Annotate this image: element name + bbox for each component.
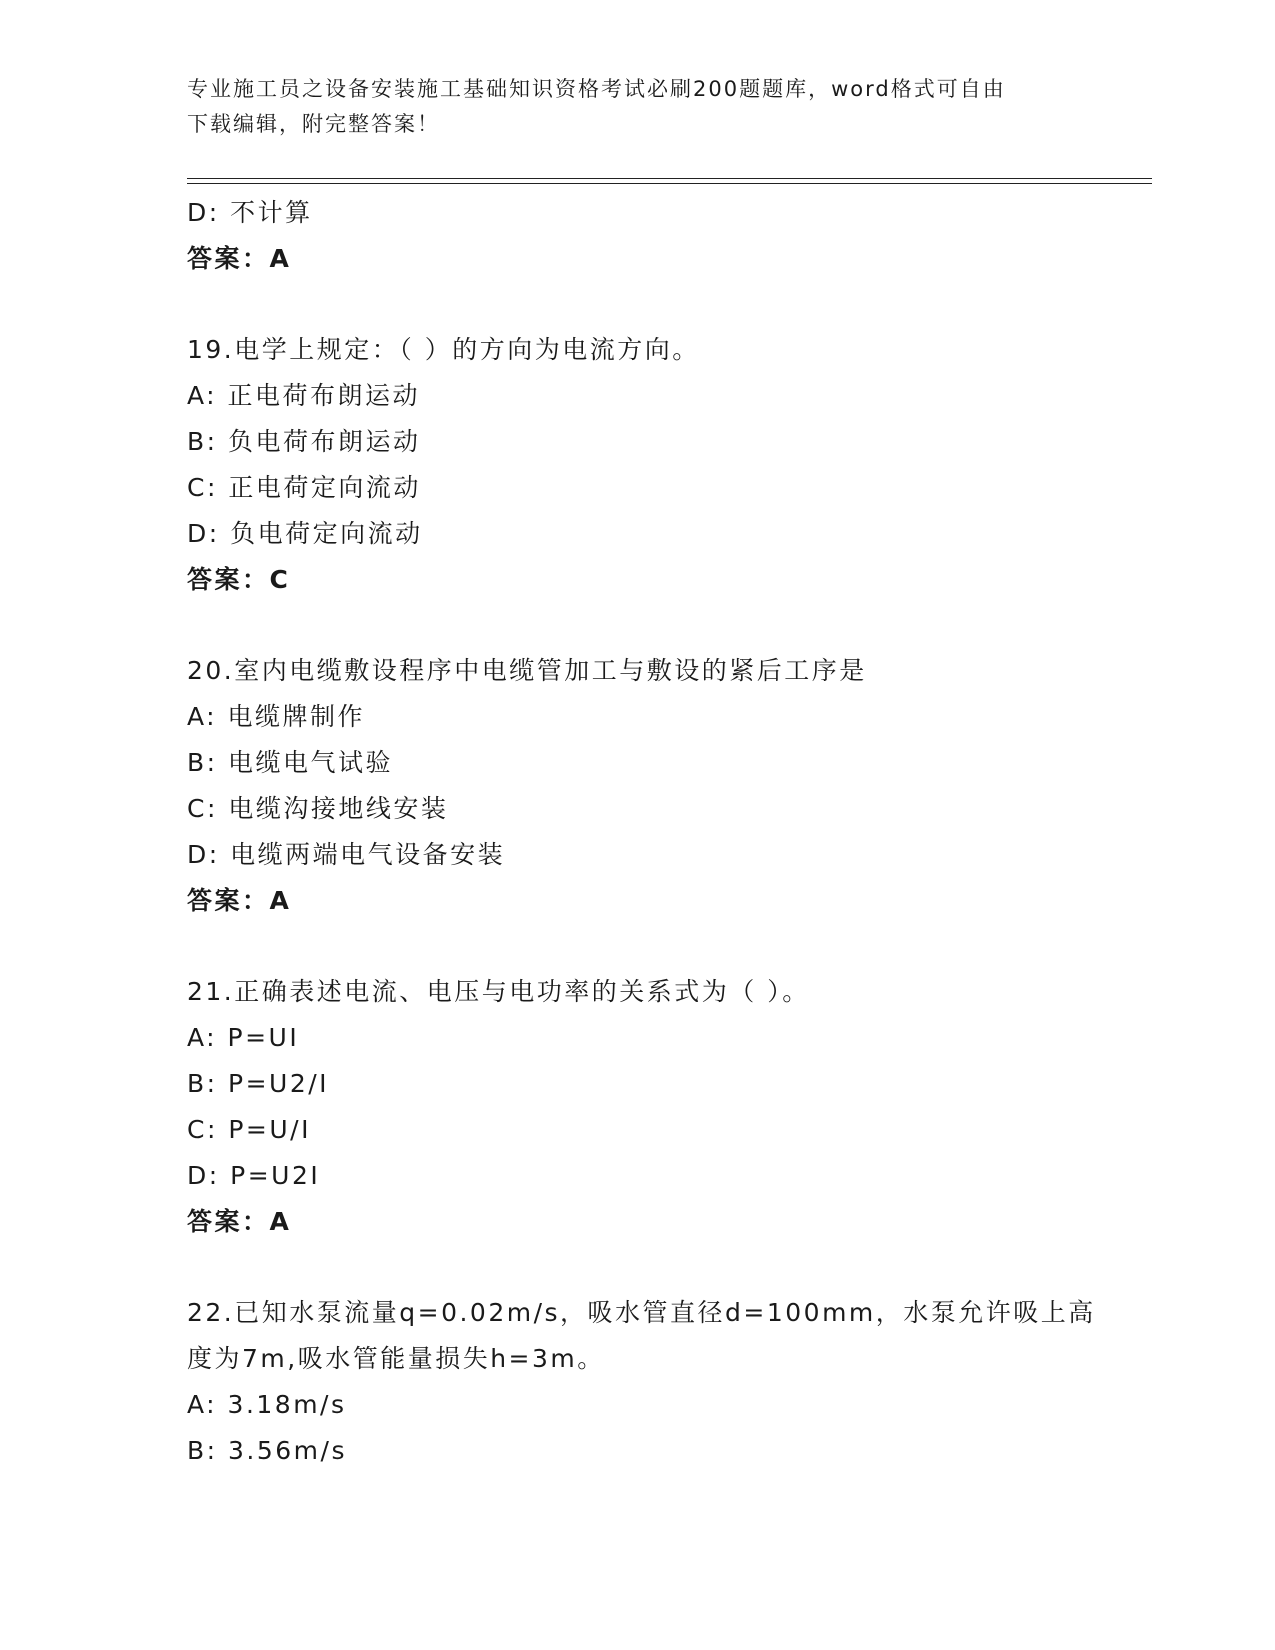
answer: 答案：C xyxy=(187,565,291,594)
question-stem-line-1: 22.已知水泵流量q=0.02m/s，吸水管直径d=100mm，水泵允许吸上高 xyxy=(187,1298,1096,1327)
question-19 xyxy=(187,327,1087,603)
option-a: A: 正电荷布朗运动 xyxy=(187,381,421,410)
document-header xyxy=(187,72,1067,142)
option-d: D: P=U2I xyxy=(187,1161,321,1190)
option-b: B: P=U2/I xyxy=(187,1069,330,1098)
option-b: B: 负电荷布朗运动 xyxy=(187,427,421,456)
question-content xyxy=(187,190,1096,1474)
option-c: C: 正电荷定向流动 xyxy=(187,473,421,502)
question-20 xyxy=(187,648,1087,924)
question-21 xyxy=(187,969,1087,1245)
prev-answer: 答案：A xyxy=(187,244,292,273)
prev-option-d: D: 不计算 xyxy=(187,198,313,227)
header-line-2: 下载编辑，附完整答案！ xyxy=(187,112,440,136)
question-stem: 20.室内电缆敷设程序中电缆管加工与敷设的紧后工序是 xyxy=(187,656,867,685)
header-divider-top xyxy=(187,178,1152,179)
option-d: D: 负电荷定向流动 xyxy=(187,519,423,548)
question-stem: 21.正确表述电流、电压与电功率的关系式为（ ）。 xyxy=(187,977,810,1006)
option-a: A: 3.18m/s xyxy=(187,1390,347,1419)
question-stem-line-2: 度为7m,吸水管能量损失h=3m。 xyxy=(187,1344,605,1373)
header-divider-bottom xyxy=(187,183,1152,184)
answer: 答案：A xyxy=(187,886,292,915)
question-stem: 19.电学上规定：（ ）的方向为电流方向。 xyxy=(187,335,700,364)
header-line-1: 专业施工员之设备安装施工基础知识资格考试必刷200题题库，word格式可自由 xyxy=(187,77,1006,101)
answer: 答案：A xyxy=(187,1207,292,1236)
option-a: A: P=UI xyxy=(187,1023,300,1052)
option-c: C: P=U/I xyxy=(187,1115,311,1144)
option-b: B: 3.56m/s xyxy=(187,1436,347,1465)
option-c: C: 电缆沟接地线安装 xyxy=(187,794,449,823)
question-22 xyxy=(187,1290,1096,1474)
option-a: A: 电缆牌制作 xyxy=(187,702,366,731)
option-d: D: 电缆两端电气设备安装 xyxy=(187,840,506,869)
option-b: B: 电缆电气试验 xyxy=(187,748,394,777)
